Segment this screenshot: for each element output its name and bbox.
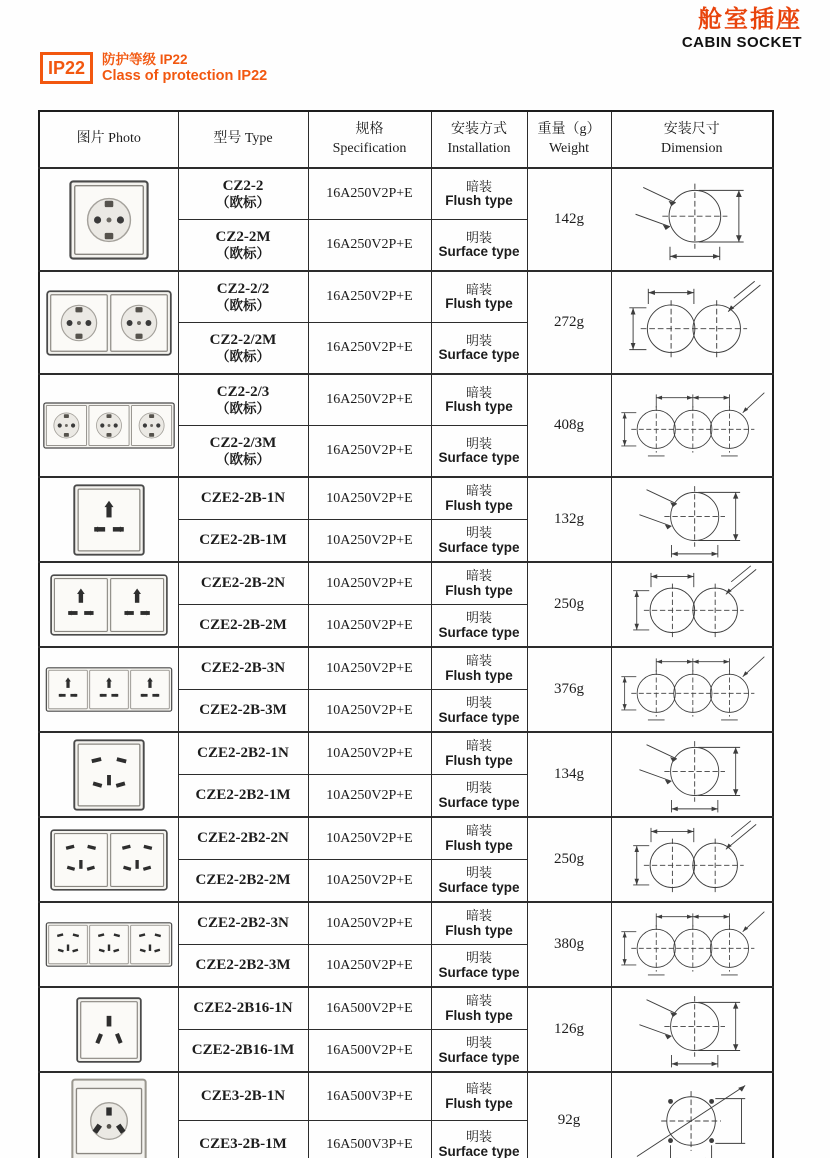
header-dimension: 安装尺寸 Dimension [611, 111, 773, 168]
type-cell [178, 817, 308, 860]
install-mode-cn: 明装 [465, 865, 492, 881]
install-mode-en: Surface type [438, 624, 520, 640]
type-cell [178, 1072, 308, 1121]
install-cell [431, 1030, 527, 1073]
dimension-cell [611, 732, 773, 817]
type-cell [178, 775, 308, 818]
install-mode-en: Flush type [445, 193, 513, 209]
type-note: （欧标） [216, 452, 270, 468]
single-3p-socket-photo [71, 1078, 147, 1158]
dimension-diagram [621, 479, 763, 561]
protection-label-en: Class of protection IP22 [102, 68, 268, 85]
product-group [39, 477, 773, 562]
type-code: CZE2-2B-1N [200, 490, 286, 507]
install-mode-en: Surface type [438, 244, 520, 260]
type-code: CZ2-2/2 [216, 280, 270, 297]
spec-cell: 16A250V2P+E [308, 374, 431, 426]
type-note: （欧标） [216, 298, 270, 314]
triple-universal-socket-photo [45, 667, 173, 712]
weight-cell: 250g [527, 817, 611, 902]
install-mode-cn: 明装 [465, 1035, 492, 1051]
install-cell [431, 426, 527, 478]
spec-cell: 16A250V2P+E [308, 323, 431, 375]
install-mode-cn: 暗装 [465, 823, 492, 839]
spec-cell: 10A250V2P+E [308, 902, 431, 945]
product-group [39, 902, 773, 987]
spec-cell: 10A250V2P+E [308, 817, 431, 860]
header-install: 安装方式 Installation [431, 111, 527, 168]
install-mode-cn: 明装 [465, 435, 492, 451]
weight-cell: 408g [527, 374, 611, 477]
type-cell [178, 374, 308, 426]
header-spec: 规格 Specification [308, 111, 431, 168]
install-mode-cn: 明装 [465, 1129, 492, 1145]
type-cell [178, 1030, 308, 1073]
dimension-diagram [618, 564, 766, 646]
dimension-cell [611, 562, 773, 647]
install-mode-en: Flush type [445, 296, 513, 312]
type-code: CZE2-2B2-2M [195, 872, 291, 889]
install-mode-en: Flush type [445, 1007, 513, 1023]
spec-cell: 10A250V2P+E [308, 945, 431, 988]
install-cell [431, 945, 527, 988]
product-group [39, 271, 773, 374]
type-cell [178, 323, 308, 375]
type-cell [178, 605, 308, 648]
weight-cell: 92g [527, 1072, 611, 1158]
install-cell [431, 775, 527, 818]
single-five-hole-socket-photo [73, 739, 145, 811]
single-16a-socket-photo [76, 997, 142, 1063]
install-cell [431, 477, 527, 520]
type-code: CZE2-2B-3M [199, 702, 287, 719]
type-code: CZE2-2B16-1M [191, 1042, 295, 1059]
dimension-diagram [618, 819, 766, 901]
spec-cell: 16A500V3P+E [308, 1121, 431, 1158]
protection-class-block [40, 52, 267, 86]
photo-cell [39, 477, 178, 562]
install-mode-cn: 明装 [465, 332, 492, 348]
install-cell [431, 647, 527, 690]
spec-cell: 10A250V2P+E [308, 647, 431, 690]
spec-cell: 16A250V2P+E [308, 220, 431, 272]
spec-cell: 16A250V2P+E [308, 426, 431, 478]
weight-cell: 142g [527, 168, 611, 271]
install-cell [431, 690, 527, 733]
dimension-diagram [613, 651, 771, 729]
dimension-cell [611, 1072, 773, 1158]
dimension-diagram [622, 1078, 762, 1158]
page-brand [682, 6, 802, 51]
weight-cell: 380g [527, 902, 611, 987]
double-universal-socket-photo [50, 574, 168, 636]
install-mode-cn: 明装 [465, 950, 492, 966]
double-euro-socket-photo [46, 290, 172, 356]
dimension-diagram [621, 989, 763, 1071]
spec-cell: 10A250V2P+E [308, 860, 431, 903]
install-mode-en: Flush type [445, 837, 513, 853]
install-mode-cn: 明装 [465, 610, 492, 626]
type-cell [178, 860, 308, 903]
weight-cell: 272g [527, 271, 611, 374]
install-mode-en: Flush type [445, 922, 513, 938]
double-five-hole-socket-photo [50, 829, 168, 891]
header-photo: 图片 Photo [39, 111, 178, 168]
type-cell [178, 271, 308, 323]
page-title-cn: 舱室插座 [698, 6, 802, 33]
photo-cell [39, 987, 178, 1072]
header-type: 型号 Type [178, 111, 308, 168]
dimension-diagram [621, 734, 763, 816]
product-group [39, 647, 773, 732]
dimension-cell [611, 647, 773, 732]
weight-cell: 250g [527, 562, 611, 647]
ip22-badge: IP22 [40, 52, 93, 84]
photo-cell [39, 562, 178, 647]
protection-label-cn: 防护等级 IP22 [102, 52, 188, 67]
product-group [39, 168, 773, 271]
install-mode-en: Surface type [438, 1049, 520, 1065]
type-code: CZ2-2/3M [209, 434, 277, 451]
install-cell [431, 605, 527, 648]
install-cell [431, 902, 527, 945]
install-mode-en: Flush type [445, 399, 513, 415]
type-cell [178, 477, 308, 520]
install-mode-en: Surface type [438, 794, 520, 810]
page-title-en: CABIN SOCKET [681, 33, 802, 51]
weight-cell: 126g [527, 987, 611, 1072]
install-mode-cn: 暗装 [465, 384, 492, 400]
dimension-cell [611, 817, 773, 902]
triple-five-hole-socket-photo [45, 922, 173, 967]
type-code: CZ2-2/2M [209, 331, 277, 348]
spec-cell: 10A250V2P+E [308, 775, 431, 818]
type-cell [178, 647, 308, 690]
dimension-cell [611, 271, 773, 374]
protection-labels [102, 52, 267, 86]
type-code: CZE2-2B2-3M [195, 957, 291, 974]
install-mode-cn: 暗装 [465, 993, 492, 1009]
type-cell [178, 1121, 308, 1158]
install-mode-cn: 明装 [465, 525, 492, 541]
spec-cell: 16A500V2P+E [308, 1030, 431, 1073]
type-code: CZE2-2B16-1N [193, 1000, 293, 1017]
install-cell [431, 271, 527, 323]
photo-cell [39, 817, 178, 902]
spec-cell: 10A250V2P+E [308, 605, 431, 648]
type-code: CZE3-2B-1M [199, 1136, 287, 1153]
header-weight: 重量（g） Weight [527, 111, 611, 168]
dimension-diagram [616, 279, 768, 367]
dimension-cell [611, 477, 773, 562]
install-mode-cn: 明装 [465, 695, 492, 711]
weight-cell: 132g [527, 477, 611, 562]
install-mode-cn: 暗装 [465, 178, 492, 194]
product-group [39, 562, 773, 647]
type-note: （欧标） [216, 401, 270, 417]
install-cell [431, 987, 527, 1030]
install-cell [431, 817, 527, 860]
install-mode-en: Surface type [438, 1143, 520, 1158]
type-code: CZE2-2B-1M [199, 532, 287, 549]
type-cell [178, 690, 308, 733]
install-mode-en: Surface type [438, 450, 520, 466]
install-mode-cn: 明装 [465, 780, 492, 796]
type-cell [178, 562, 308, 605]
type-cell [178, 945, 308, 988]
type-code: CZE2-2B-3N [200, 660, 286, 677]
type-code: CZE2-2B2-2N [197, 830, 289, 847]
install-mode-cn: 暗装 [465, 568, 492, 584]
spec-cell: 10A250V2P+E [308, 562, 431, 605]
install-cell [431, 732, 527, 775]
table-header [39, 111, 773, 168]
type-note: （欧标） [216, 246, 270, 262]
type-cell [178, 220, 308, 272]
install-mode-cn: 暗装 [465, 1081, 492, 1097]
product-group [39, 987, 773, 1072]
type-cell [178, 168, 308, 220]
photo-cell [39, 271, 178, 374]
install-mode-cn: 暗装 [465, 483, 492, 499]
type-code: CZ2-2/3 [216, 383, 270, 400]
dimension-diagram [613, 386, 771, 466]
type-code: CZE2-2B2-1N [197, 745, 289, 762]
product-group [39, 374, 773, 477]
type-cell [178, 732, 308, 775]
type-cell [178, 987, 308, 1030]
install-mode-en: Surface type [438, 879, 520, 895]
dimension-cell [611, 902, 773, 987]
install-mode-en: Flush type [445, 582, 513, 598]
install-mode-cn: 暗装 [465, 738, 492, 754]
install-cell [431, 168, 527, 220]
product-group [39, 732, 773, 817]
photo-cell [39, 168, 178, 271]
install-mode-en: Flush type [445, 752, 513, 768]
install-mode-en: Flush type [445, 667, 513, 683]
type-code: CZE2-2B2-3N [197, 915, 289, 932]
install-cell [431, 1072, 527, 1121]
install-mode-en: Surface type [438, 539, 520, 555]
photo-cell [39, 374, 178, 477]
spec-cell: 16A500V2P+E [308, 987, 431, 1030]
install-mode-en: Flush type [445, 497, 513, 513]
type-note: （欧标） [216, 349, 270, 365]
photo-cell [39, 647, 178, 732]
install-cell [431, 220, 527, 272]
dimension-cell [611, 168, 773, 271]
install-mode-en: Surface type [438, 347, 520, 363]
install-cell [431, 1121, 527, 1158]
install-mode-cn: 暗装 [465, 281, 492, 297]
spec-cell: 16A250V2P+E [308, 271, 431, 323]
spec-cell: 10A250V2P+E [308, 477, 431, 520]
spec-cell: 10A250V2P+E [308, 690, 431, 733]
spec-cell: 10A250V2P+E [308, 520, 431, 563]
type-code: CZ2-2 [222, 177, 264, 194]
product-group [39, 817, 773, 902]
spec-cell: 16A500V3P+E [308, 1072, 431, 1121]
spec-cell: 16A250V2P+E [308, 168, 431, 220]
install-cell [431, 562, 527, 605]
type-cell [178, 902, 308, 945]
install-cell [431, 860, 527, 903]
weight-cell: 134g [527, 732, 611, 817]
install-mode-cn: 明装 [465, 229, 492, 245]
product-group [39, 1072, 773, 1158]
install-mode-en: Surface type [438, 709, 520, 725]
photo-cell [39, 902, 178, 987]
weight-cell: 376g [527, 647, 611, 732]
single-euro-socket-photo [69, 180, 149, 260]
type-code: CZ2-2M [215, 228, 271, 245]
install-mode-cn: 暗装 [465, 908, 492, 924]
spec-cell: 10A250V2P+E [308, 732, 431, 775]
single-universal-socket-photo [73, 484, 145, 556]
install-mode-cn: 暗装 [465, 653, 492, 669]
type-cell [178, 426, 308, 478]
triple-euro-socket-photo [43, 402, 175, 449]
type-code: CZE2-2B-2M [199, 617, 287, 634]
photo-cell [39, 1072, 178, 1158]
dimension-cell [611, 987, 773, 1072]
install-cell [431, 323, 527, 375]
dimension-diagram [613, 906, 771, 984]
type-code: CZE2-2B2-1M [195, 787, 291, 804]
type-code: CZE3-2B-1N [200, 1088, 286, 1105]
install-cell [431, 374, 527, 426]
dimension-cell [611, 374, 773, 477]
type-code: CZE2-2B-2N [200, 575, 286, 592]
install-mode-en: Flush type [445, 1095, 513, 1111]
type-note: （欧标） [216, 195, 270, 211]
install-cell [431, 520, 527, 563]
product-table [38, 110, 774, 1158]
photo-cell [39, 732, 178, 817]
install-mode-en: Surface type [438, 964, 520, 980]
dimension-diagram [618, 176, 766, 264]
type-cell [178, 520, 308, 563]
